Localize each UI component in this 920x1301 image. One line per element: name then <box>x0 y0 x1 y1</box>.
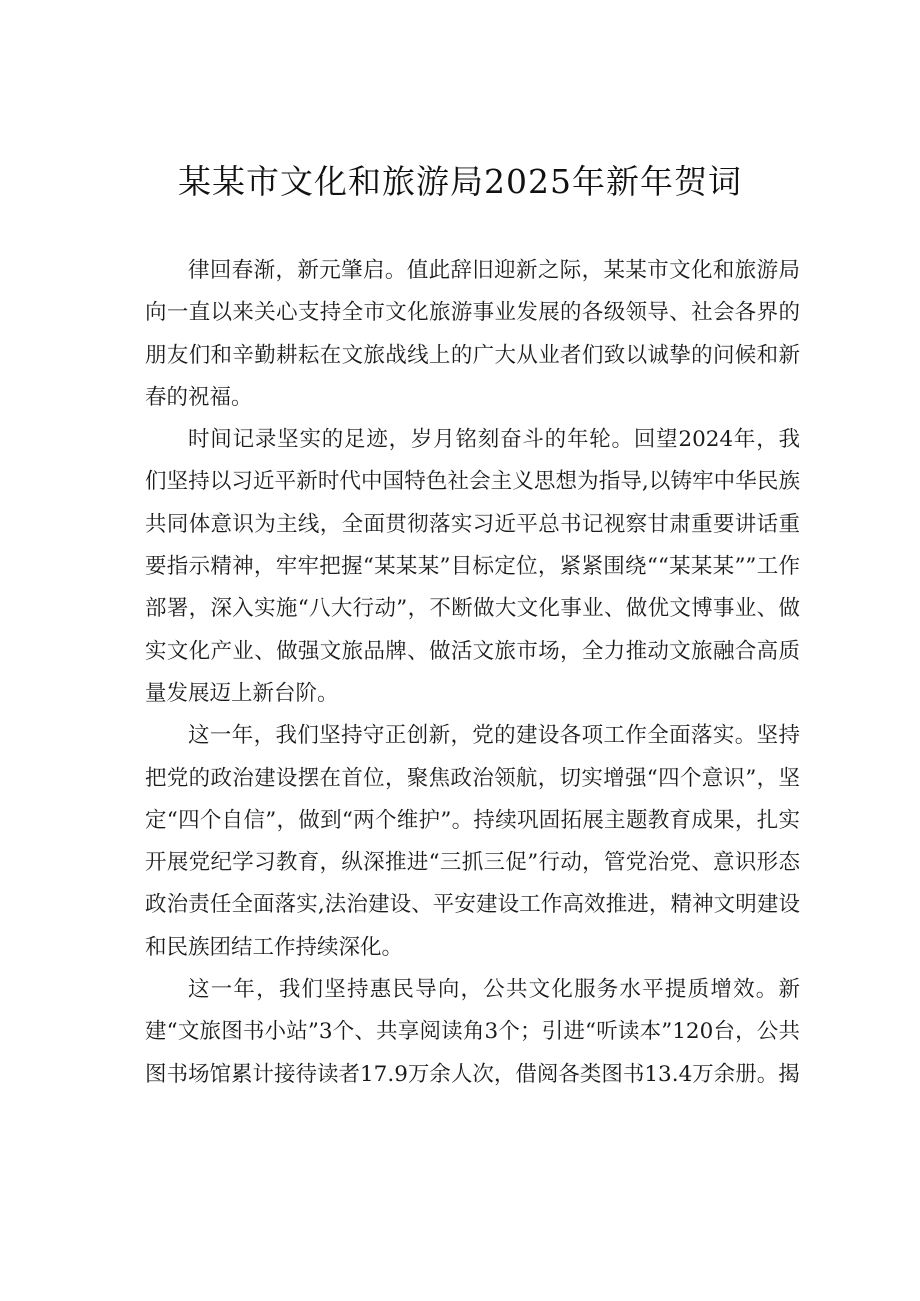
paragraph-review-2024: 时间记录坚实的足迹，岁月铭刻奋斗的年轮。回望2024年，我们坚持以习近平新时代中国特色社会主义思想为指导,以铸牢中华民族共同体意识为主线，全面贯彻落实习近平总书记视察甘肃重要讲话重要指示精神，牢牢把握“某某某”目标定位，紧紧围绕““某某某””工作部署，深入实施“八大行动”，不断做大文化事业、做优文博事业、做实文化产业、做强文旅品牌、做活文旅市场，全力推动文旅融合高质量发展迈上新台阶。 <box>145 427 800 706</box>
document-title: 某某市文化和旅游局2025年新年贺词 <box>178 162 742 201</box>
paragraph-party-building: 这一年，我们坚持守正创新，党的建设各项工作全面落实。坚持把党的政治建设摆在首位，聚焦政治领航，切实增强“四个意识”，坚定“四个自信”，做到“两个维护”。持续巩固拓展主题教育成果，扎实开展党纪学习教育，纵深推进“三抓三促”行动，管党治党、意识形态政治责任全面落实,法治建设、平安建设工作高效推进，精神文明建设和民族团结工作持续深化。 <box>145 723 800 960</box>
paragraph-greeting: 律回春渐，新元肇启。值此辞旧迎新之际，某某市文化和旅游局向一直以来关心支持全市文化旅游事业发展的各级领导、社会各界的朋友们和辛勤耕耘在文旅战线上的广大从业者们致以诚挚的问候和新春的祝福。 <box>145 258 800 410</box>
document-body <box>145 250 800 1096</box>
paragraph-public-service: 这一年，我们坚持惠民导向，公共文化服务水平提质增效。新建“文旅图书小站”3个、共享阅读角3个；引进“听读本”120台，公共图书场馆累计接待读者17.9万余人次，借阅各类图书13.4万余册。揭 <box>145 977 800 1087</box>
